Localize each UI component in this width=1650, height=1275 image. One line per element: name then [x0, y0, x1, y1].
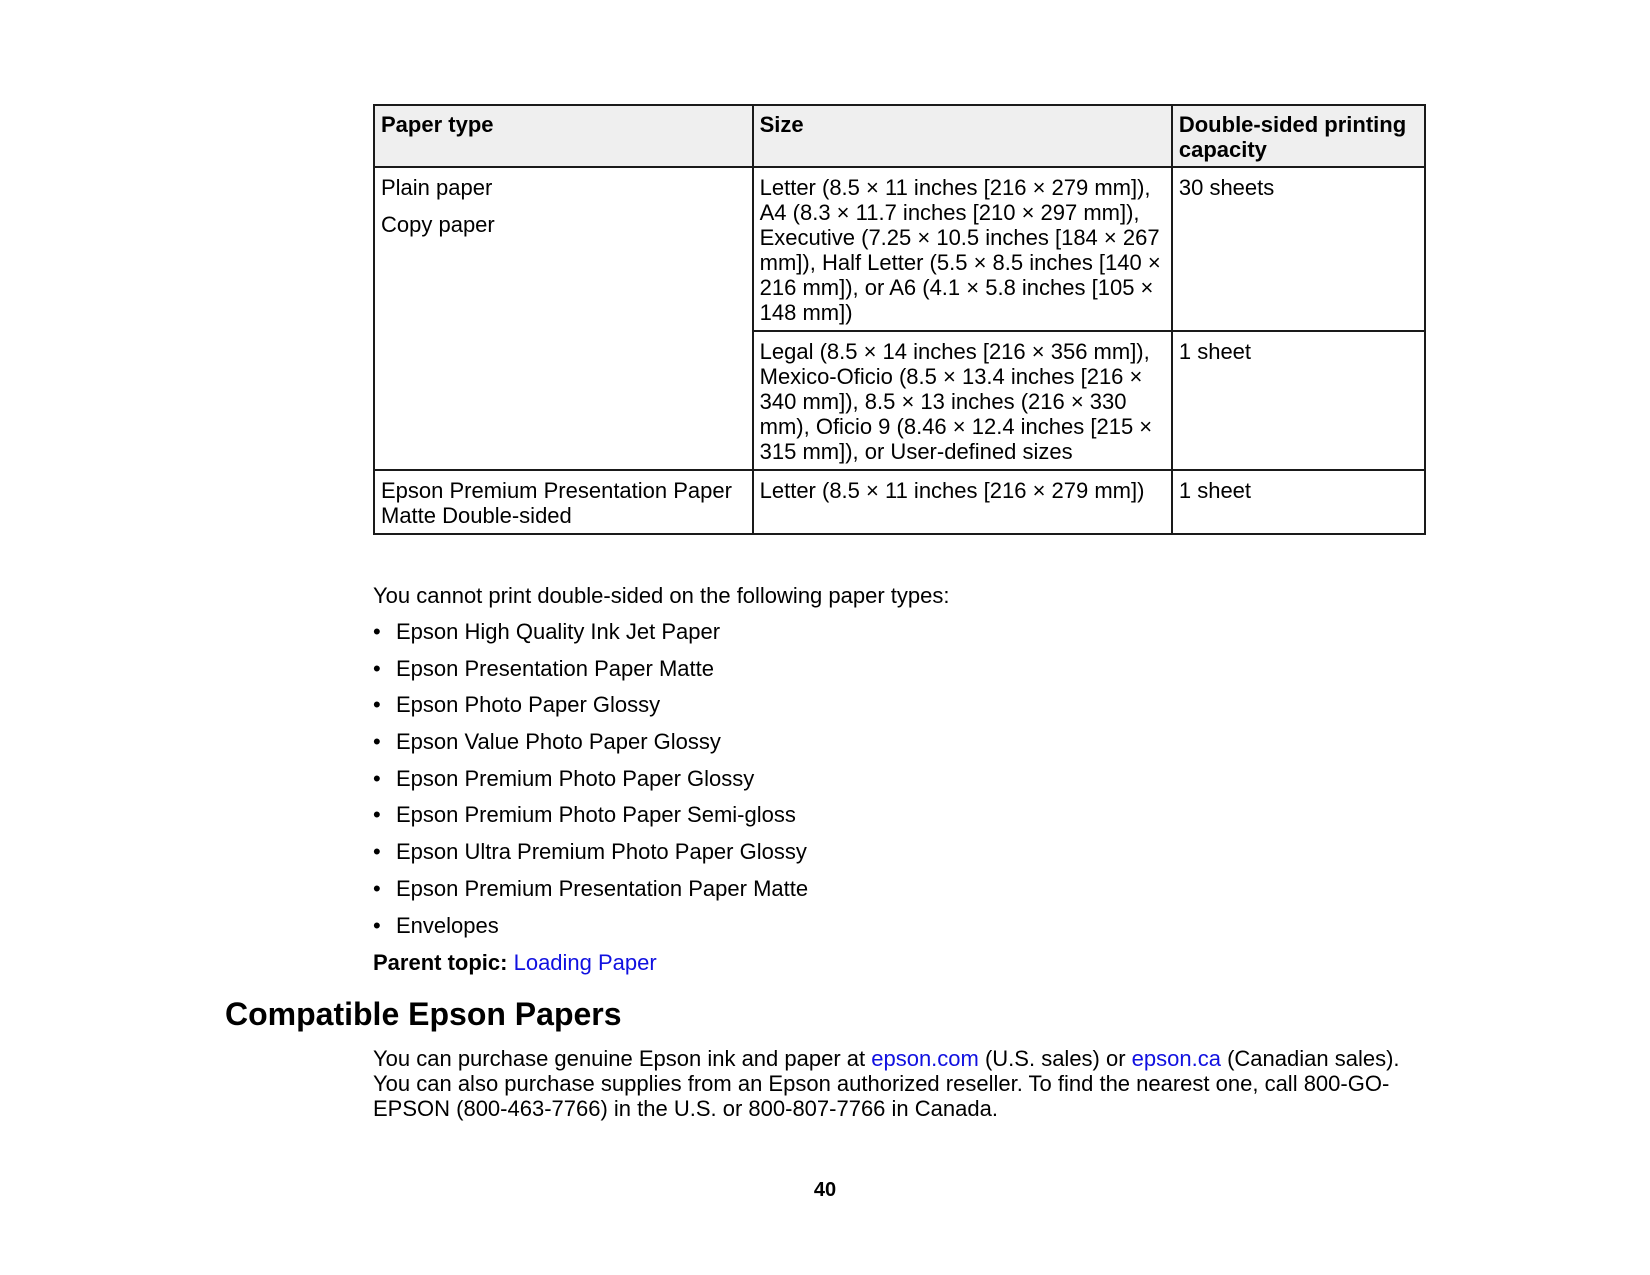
duplex-capacity-table	[373, 104, 1426, 535]
bullet-icon: •	[373, 802, 381, 828]
paragraph-text: (Canadian sales). You can also purchase supplies from an Epson authorized reseller. To find the nearest one, call 800-GO-EPSON (800-463-7766) in the U.S. or 800-807-7766 in Canada.	[373, 1046, 1400, 1121]
paper-type: Epson Premium Presentation Paper Matte Double-sided	[381, 478, 732, 528]
list-item	[373, 692, 808, 729]
epson-com-link[interactable]: epson.com	[871, 1046, 979, 1071]
list-item-text: Epson Premium Photo Paper Semi-gloss	[396, 802, 796, 828]
table-row	[374, 470, 1425, 534]
list-item-text: Epson High Quality Ink Jet Paper	[396, 619, 721, 644]
paper-type-cell	[374, 470, 753, 534]
list-item-text: Epson Ultra Premium Photo Paper Glossy	[396, 839, 807, 865]
parent-topic	[373, 950, 657, 976]
bullet-icon: •	[373, 875, 381, 901]
header-paper-type: Paper type	[374, 105, 753, 167]
capacity-cell: 1 sheet	[1172, 331, 1425, 470]
list-item	[373, 913, 808, 950]
list-item-text: Epson Value Photo Paper Glossy	[396, 729, 721, 755]
size-cell: Legal (8.5 × 14 inches [216 × 356 mm]), Mexico-Oficio (8.5 × 13.4 inches [216 × 340 mm]), 8.5 × 13 inches (216 × 330 mm), Oficio 9 (8.46 × 12.4 inches [215 × 315 mm]), or User-defined sizes	[753, 331, 1172, 470]
list-item	[373, 839, 808, 876]
bullet-icon: •	[373, 655, 381, 681]
header-capacity: Double-sided printing capacity	[1172, 105, 1425, 167]
list-item-text: Epson Premium Presentation Paper Matte	[396, 875, 809, 901]
paragraph-text: (U.S. sales) or	[978, 1046, 1132, 1071]
list-item-text: Epson Premium Photo Paper Glossy	[396, 765, 755, 791]
page-number: 40	[813, 1179, 837, 1201]
list-item-text: Epson Photo Paper Glossy	[396, 692, 661, 718]
bullet-icon: •	[373, 839, 381, 865]
size-cell: Letter (8.5 × 11 inches [216 × 279 mm]), A4 (8.3 × 11.7 inches [210 × 297 mm]), Executive (7.25 × 10.5 inches [184 × 267 mm]), Half Letter (5.5 × 8.5 inches [140 × 216 mm]), or A6 (4.1 × 5.8 inches [105 × 148 mm])	[753, 167, 1172, 331]
paragraph-text: You can purchase genuine Epson ink and paper at	[373, 1046, 872, 1071]
table-row	[374, 167, 1425, 331]
list-item	[373, 766, 808, 803]
bullet-icon: •	[373, 692, 381, 718]
header-size: Size	[753, 105, 1172, 167]
purchase-paragraph	[373, 1046, 1433, 1121]
paper-type-cell	[374, 167, 753, 470]
bullet-icon: •	[373, 619, 381, 644]
epson-ca-link[interactable]: epson.ca	[1131, 1046, 1221, 1071]
section-heading: Compatible Epson Papers	[225, 996, 622, 1032]
paper-type: Copy paper	[381, 212, 495, 237]
size-cell: Letter (8.5 × 11 inches [216 × 279 mm])	[753, 470, 1172, 534]
table-header-row	[374, 105, 1425, 167]
bullet-icon: •	[373, 912, 381, 938]
list-item	[373, 656, 808, 693]
list-item-text: Epson Presentation Paper Matte	[396, 655, 714, 681]
list-item	[373, 802, 808, 839]
loading-paper-link[interactable]: Loading Paper	[513, 950, 657, 975]
list-item-text: Envelopes	[396, 912, 499, 938]
capacity-cell: 30 sheets	[1172, 167, 1425, 331]
capacity-cell: 1 sheet	[1172, 470, 1425, 534]
no-duplex-intro: You cannot print double-sided on the following paper types:	[373, 583, 950, 608]
parent-topic-label: Parent topic:	[373, 950, 508, 975]
list-item	[373, 619, 808, 656]
bullet-icon: •	[373, 729, 381, 755]
list-item	[373, 876, 808, 913]
no-duplex-list	[373, 619, 808, 949]
paper-type: Plain paper	[381, 175, 493, 200]
list-item	[373, 729, 808, 766]
bullet-icon: •	[373, 765, 381, 791]
